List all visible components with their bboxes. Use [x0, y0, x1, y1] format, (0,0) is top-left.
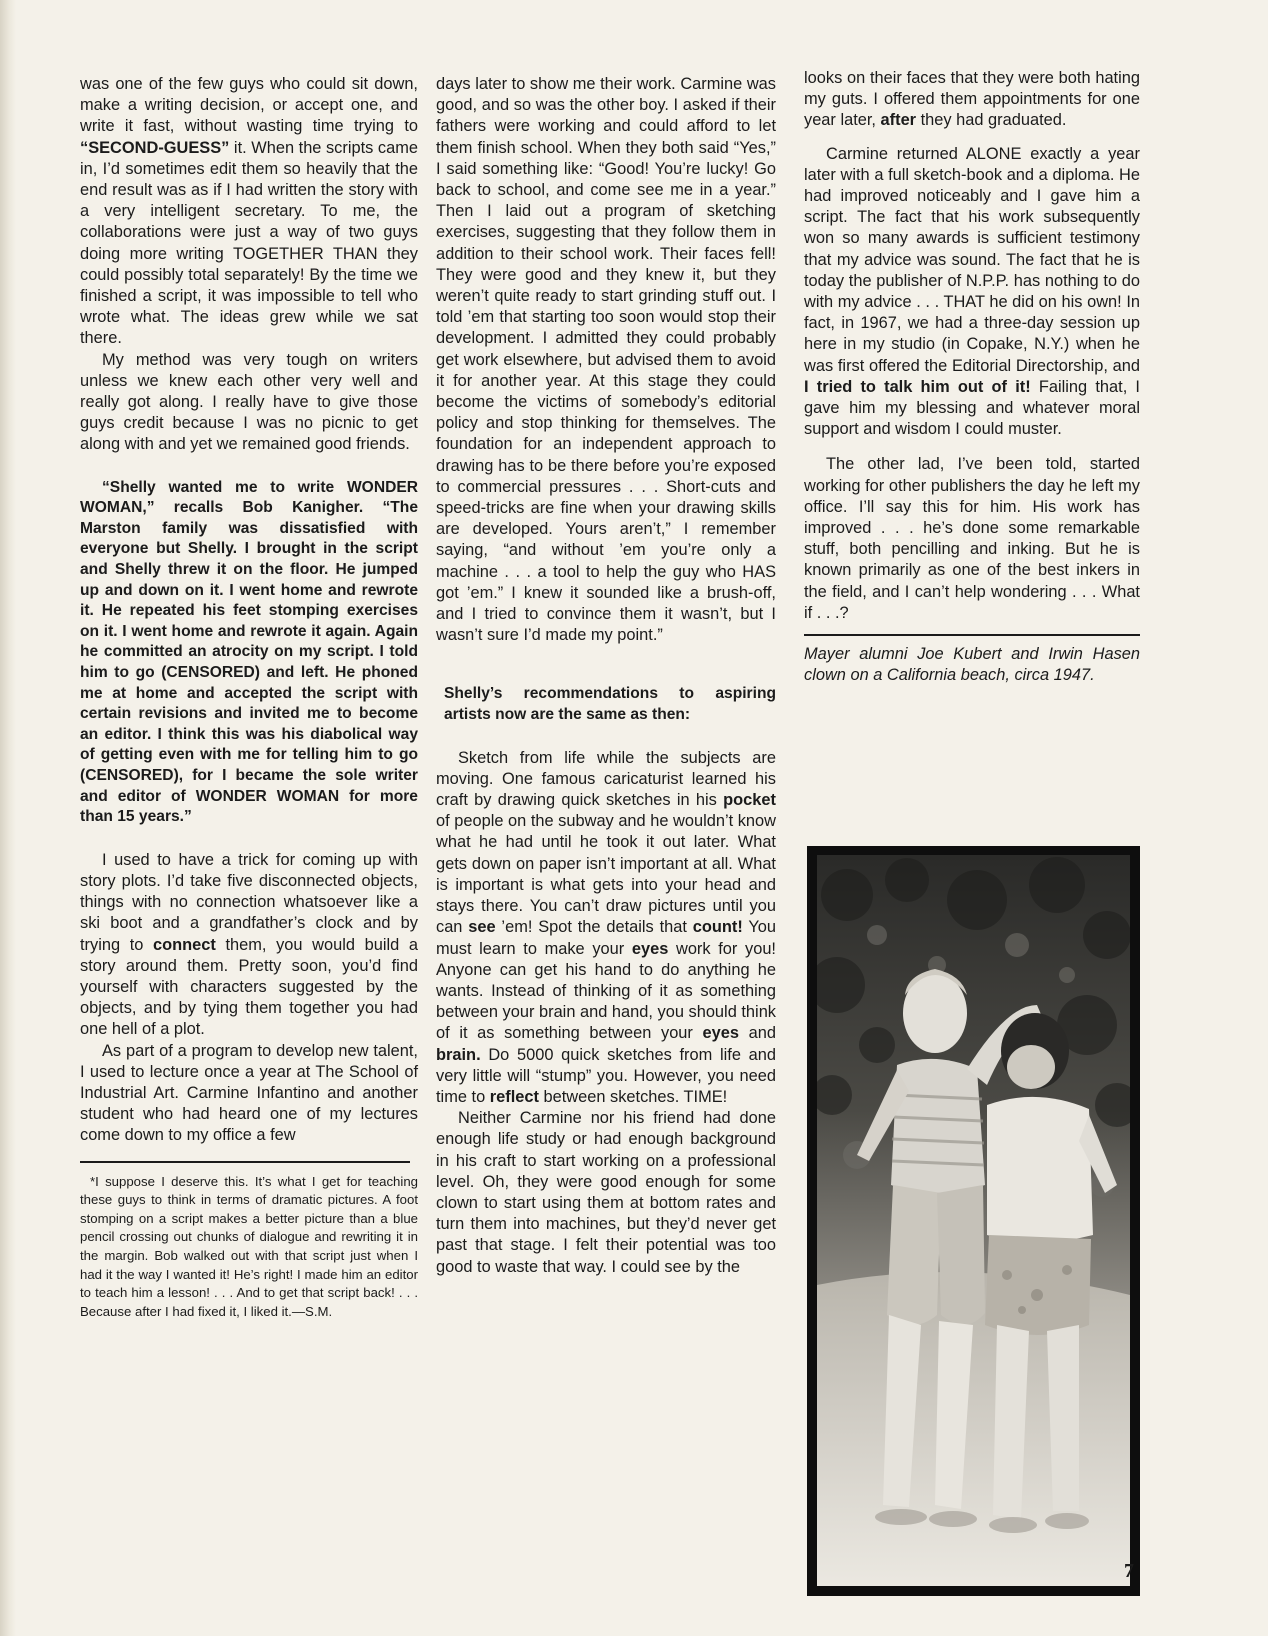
text-run: Do 5000 quick sketches from life and very little will “stump” you. However, you need time to: [436, 1045, 776, 1106]
text-run: Sketch from life while the subjects are moving. One famous caricaturist learned his craft by drawing quick sketches in his: [436, 748, 776, 810]
text-run: they had graduated.: [916, 111, 1067, 130]
text-run: it. When the scripts came in, I’d sometimes edit them so heavily that the end result was as if I had written the story with a very intelligent secretary. To me, the collaborations were just a way of two guys doing more writing TOGETHER THAN they could possibly total separately! By the time we finished a script, it was impossible to tell who wrote what. The ideas grew while we sat there.: [80, 138, 418, 348]
bold-run: I tried to talk him out of it!: [804, 377, 1031, 396]
page-binding-edge: [0, 0, 16, 1636]
col2-paragraph-2: [436, 748, 776, 1108]
col3-paragraph-3: The other lad, I’ve been told, started working for other publishers the day he left my office. I’ll say this for him. His work has improved . . . he’s done some remarkable stuff, both pencilling and inking. But he is known primarily as one of the best inkers in the field, and I can’t help wondering . . . What if . . .?: [804, 455, 1140, 622]
bold-run: reflect: [489, 1087, 539, 1106]
recommendations-heading: Shelly’s recommendations to aspiring artists now are the same as then:: [444, 685, 776, 724]
col3-paragraph-2: [804, 144, 1140, 441]
kanigher-quote: “Shelly wanted me to write WONDER WOMAN,” recalls Bob Kanigher. “The Marston family was dissatisfied with everyone but Shelly. I brought in the script and Shelly threw it on the floor. He jumped up and down on it. I went home and rewrote it. He repeated his feet stomping exercises on it. I went home and rewrote it again. Again he committed an atrocity on my script. I told him to go (CENSORED) and left. He phoned me at home and accepted the script with certain revisions and invited me to become an editor. I think this was his diabolical way of getting even with me for telling him to go (CENSORED), for I became the sole writer and editor of WONDER WOMAN for more than 15 years.”: [80, 478, 418, 826]
text-run: between sketches. TIME!: [538, 1087, 728, 1106]
col1-paragraph-1: [80, 74, 418, 350]
text-run: ’em! Spot the details that: [495, 918, 693, 937]
footnote: [80, 1173, 418, 1322]
bold-run: “SECOND-GUESS”: [80, 138, 230, 157]
photo-caption: Mayer alumni Joe Kubert and Irwin Hasen clown on a California beach, circa 1947.: [804, 645, 1140, 685]
caption-divider: [804, 634, 1140, 636]
text-run: them, you would build a story around them. Pretty soon, you’d find yourself with characters suggested by the objects, and by tying them together you had one hell of a plot.: [80, 935, 418, 1039]
text-run: You must learn to make your: [436, 918, 776, 958]
column-2: [436, 74, 776, 1278]
beach-photograph: [807, 846, 1140, 1596]
footnote-text: *I suppose I deserve this. It’s what I get for teaching these guys to think in terms of dramatic pictures. A foot stomping on a script makes a better picture than a blue pencil crossing out chunks of dialogue and rewriting it in the margin. Bob walked out with that script just when I had it the way I wanted it! He’s right! I made him an editor to teach him a lesson! . . . And to get that script back! . . . Because after I had fixed it, I liked it.—S.M.: [80, 1173, 418, 1319]
text-run: I used to have a trick for coming up with story plots. I’d take five disconnected objects, things with no connection whatsoever like a ski boot and a grandfather’s clock and by trying to: [80, 850, 418, 954]
col1-paragraph-2: My method was very tough on writers unless we knew each other very well and really got along. I really have to give those guys credit because I was no picnic to get along with and yet we remained good friends.: [80, 350, 418, 454]
col2-paragraph-3: Neither Carmine nor his friend had done enough life study or had enough background in his craft to start working on a professional level. Oh, they were good enough for some clown to start using them at bottom rates and turn them into machines, but they’d never get past that stage. I felt their potential was too good to waste that way. I could see by the: [436, 1109, 776, 1276]
col1-paragraph-4: As part of a program to develop new talent, I used to lecture once a year at The School of Industrial Art. Carmine Infantino and another student who had heard one of my lectures come down to my office a few: [80, 1041, 418, 1145]
col3-paragraph-1: [804, 68, 1140, 132]
text-run: of people on the subway and he wouldn’t know what he had until he took it out later. What gets down on paper isn’t important at all. What is important is what gets into your head and stays there. You can’t draw pictures until you can: [436, 812, 776, 937]
bold-run: pocket: [723, 791, 776, 810]
bold-run: connect: [153, 935, 216, 954]
col1-paragraph-3: [80, 850, 418, 1041]
bold-run: eyes: [631, 939, 669, 958]
text-run: work for you! Anyone can get his hand to do anything he wants. Instead of thinking of it as something between your brain and hand, you should think of it as something between your: [436, 939, 776, 1043]
column-1: [80, 74, 418, 1321]
footnote-divider: [80, 1161, 410, 1163]
page-number: 7: [1124, 1560, 1134, 1582]
text-run: was one of the few guys who could sit down, make a writing decision, or accept one, and write it fast, without wasting time trying to: [80, 75, 418, 136]
text-run: looks on their faces that they were both hating my guts. I offered them appointments for one year later,: [804, 69, 1140, 130]
bold-run: after: [880, 111, 917, 130]
bold-run: eyes: [702, 1024, 739, 1043]
col2-paragraph-1: days later to show me their work. Carmine was good, and so was the other boy. I asked if their fathers were working and could afford to let them finish school. When they both said “Yes,” I said something like: “Good! You’re lucky! Go back to school, and come see me in a year.” Then I laid out a program of sketching exercises, suggesting that they follow them in addition to their school work. Their faces fell! They were good and they knew it, but they weren’t quite ready to start grinding stuff out. I told ’em that starting too soon would stop their development. I admitted they could probably get work elsewhere, but advised them to avoid it for another year. At this stage they could become the victims of somebody’s editorial policy and stop thinking for themselves. The foundation for an independent approach to drawing has to be there before you’re exposed to commercial pressures . . . Short-cuts and speed-tricks are fine when your drawing skills are developed. Yours aren’t,” I remember saying, “and without ’em you’re only a machine . . . a tool to help the guy who HAS got ’em.” I knew it sounded like a brush-off, and I tried to convince them it wasn’t, but I wasn’t sure I’d made my point.”: [436, 75, 776, 645]
bold-run: brain.: [436, 1045, 481, 1064]
bold-run: count!: [692, 918, 743, 937]
beach-photo-image: [817, 855, 1130, 1586]
column-3: [804, 68, 1140, 686]
text-run: Failing that, I gave him my blessing and whatever moral support and wisdom I could muster.: [804, 377, 1140, 439]
text-run: Carmine returned ALONE exactly a year later with a full sketch-book and a diploma. He had improved noticeably and I gave him a script. The fact that his work subsequently won so many awards is sufficient testimony that my advice was sound. The fact that he is today the publisher of N.P.P. has nothing to do with my advice . . . THAT he did on his own! In fact, in 1967, we had a three-day session up here in my studio (in Copake, N.Y.) when he was first offered the Editorial Directorship, and: [804, 144, 1140, 375]
text-run: and: [739, 1024, 776, 1043]
bold-run: see: [468, 918, 496, 937]
